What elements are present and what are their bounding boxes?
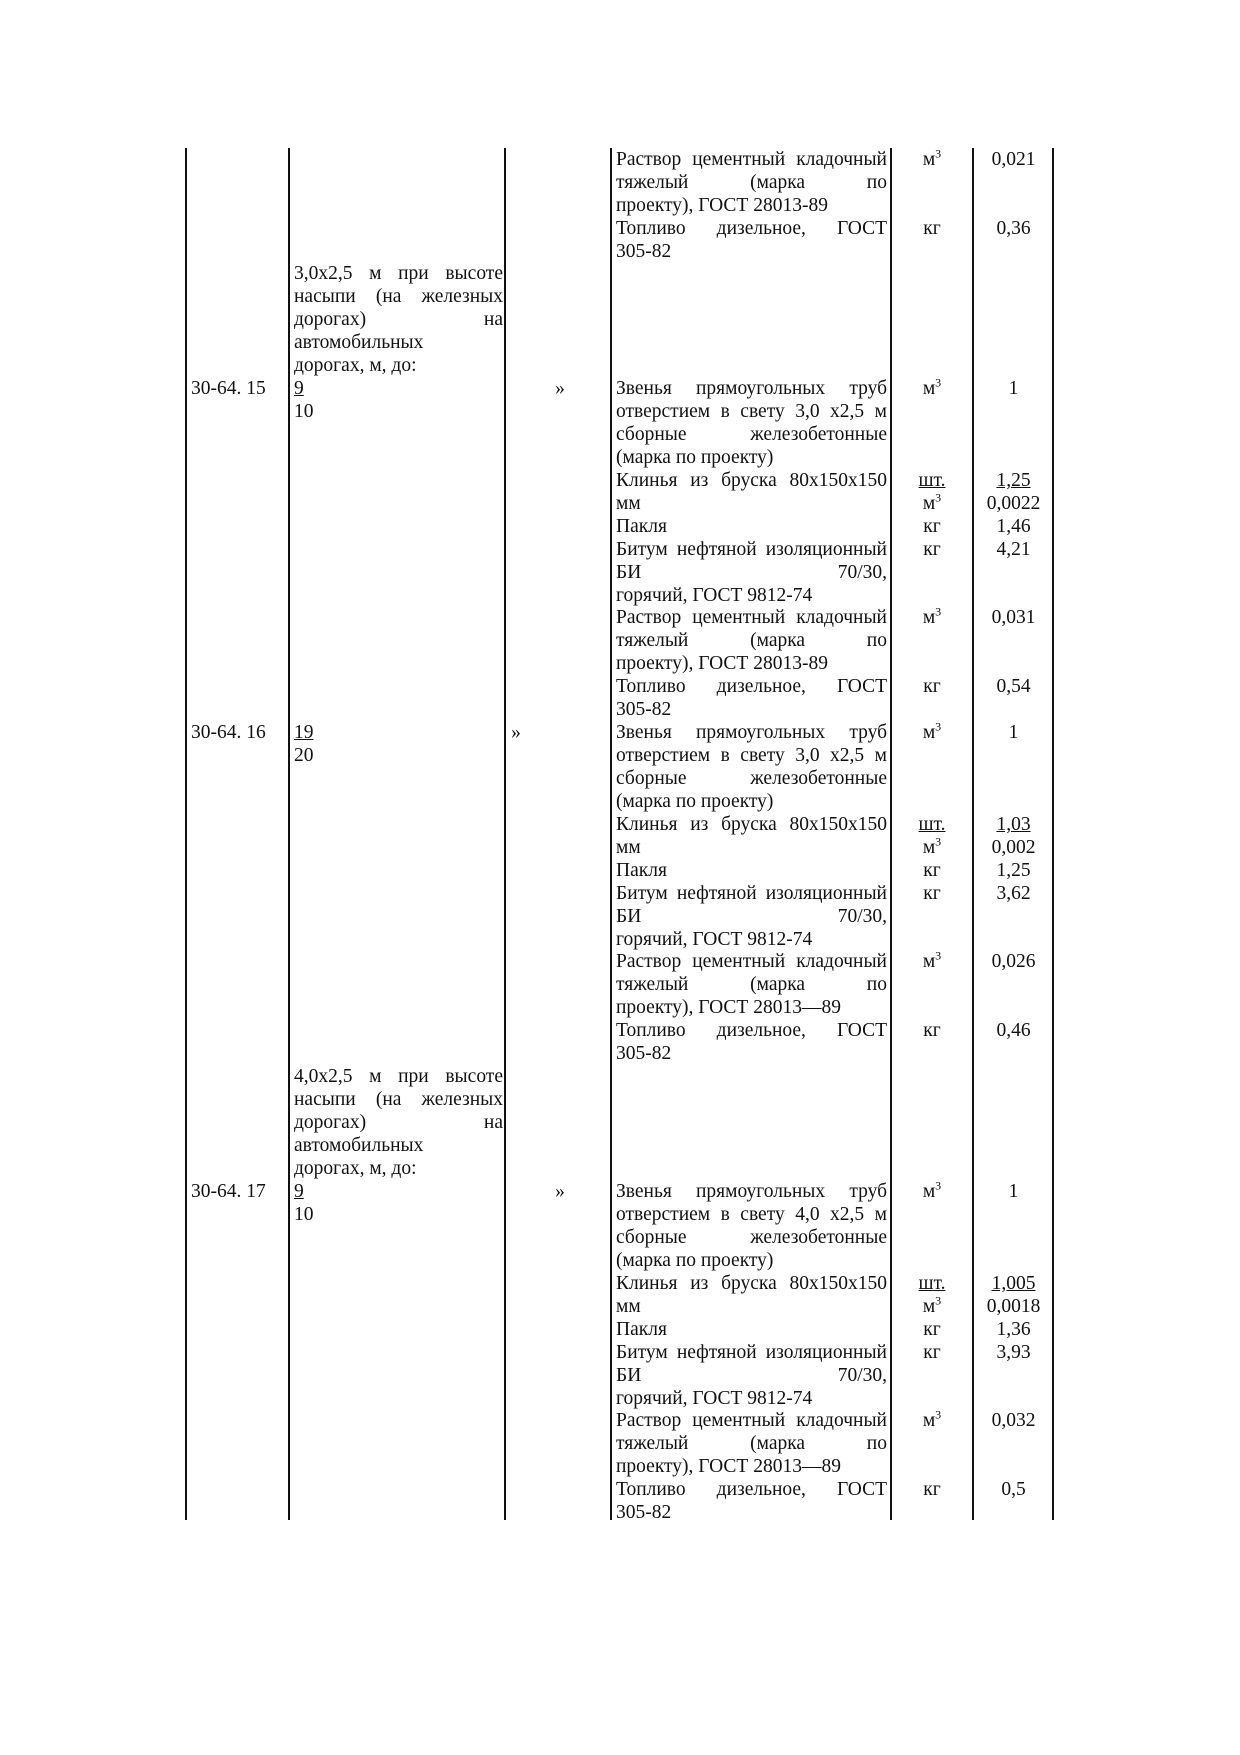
norm-height: 9 10 <box>294 1181 314 1225</box>
group-heading: 4,0x2,5 м при высоте насыпи (на железных дорогах) на автомобильных дорогах, м, до: <box>294 1066 503 1179</box>
table-rule-unit-top <box>610 148 612 878</box>
quantity: 1 <box>1008 378 1019 399</box>
material-name: Раствор цементный кладочный тяжелый (марка по проекту), ГОСТ 28013—89 <box>616 1410 887 1477</box>
table-rule-name <box>890 148 892 1520</box>
unit-cubic-meter: $м^3$ <box>922 719 942 743</box>
material-name: Пакля <box>616 516 667 537</box>
unit-kg: кг <box>923 539 941 560</box>
material-name: Звенья прямоугольных труб отверстием в свету 3,0 х2,5 м сборные железобетонные (марка по проекту) <box>616 722 887 812</box>
quantity: 0,031 <box>991 607 1036 628</box>
material-name: Пакля <box>616 1319 667 1340</box>
material-name: Топливо дизельное, ГОСТ 305-82 <box>616 676 887 720</box>
unit-kg: кг <box>923 1479 941 1500</box>
unit-cubic-meter: $м^3$ <box>922 948 942 972</box>
norm-code: 30-64. 15 <box>191 378 266 399</box>
material-name: Клинья из бруска 80x150x150 мм <box>616 1273 887 1317</box>
norm-height: 19 20 <box>294 722 314 766</box>
unit-cubic-meter: $м^3$ <box>922 1407 942 1431</box>
quantity: 1 <box>1008 722 1019 743</box>
unit-pieces-over-cubic-meter: шт. $м^3$ <box>918 814 946 858</box>
norm-height: 9 10 <box>294 378 314 422</box>
quantity: 0,46 <box>996 1020 1031 1041</box>
table-rule-left <box>185 148 187 1520</box>
unit-kg: кг <box>923 860 941 881</box>
material-name: Клинья из бруска 80x150x150 мм <box>616 814 887 858</box>
table-rule-code <box>288 148 290 1520</box>
material-name: Пакля <box>616 860 667 881</box>
quantity: 0,36 <box>996 218 1031 239</box>
material-name: Битум нефтяной изоляционный БИ 70/30, горячий, ГОСТ 9812-74 <box>616 539 887 606</box>
unit-pieces-over-cubic-meter: шт. $м^3$ <box>918 1273 946 1317</box>
unit-kg: кг <box>923 1020 941 1041</box>
unit-cubic-meter: $м^3$ <box>922 146 942 170</box>
material-name: Звенья прямоугольных труб отверстием в свету 3,0 х2,5 м сборные железобетонные (марка по проекту) <box>616 378 887 468</box>
material-name: Раствор цементный кладочный тяжелый (марка по проекту), ГОСТ 28013-89 <box>616 149 887 216</box>
material-name: Битум нефтяной изоляционный БИ 70/30, горячий, ГОСТ 9812-74 <box>616 883 887 950</box>
quantity: 1,36 <box>996 1319 1031 1340</box>
material-name: Клинья из бруска 80x150x150 мм <box>616 470 887 514</box>
norm-unit-ditto: » <box>555 1181 565 1202</box>
unit-kg: кг <box>923 516 941 537</box>
material-name: Раствор цементный кладочный тяжелый (марка по проекту), ГОСТ 28013—89 <box>616 951 887 1018</box>
quantity: 3,93 <box>996 1342 1031 1363</box>
quantity: 0,5 <box>1001 1479 1026 1500</box>
norm-code: 30-64. 16 <box>191 722 266 743</box>
quantity: 1,005 0,0018 <box>986 1273 1041 1317</box>
quantity: 0,54 <box>996 676 1031 697</box>
unit-cubic-meter: $м^3$ <box>922 375 942 399</box>
material-name: Топливо дизельное, ГОСТ 305-82 <box>616 218 887 262</box>
table-rule-spec <box>504 148 506 1520</box>
group-heading: 3,0x2,5 м при высоте насыпи (на железных дорогах) на автомобильных дорогах, м, до: <box>294 263 503 376</box>
material-name: Раствор цементный кладочный тяжелый (марка по проекту), ГОСТ 28013-89 <box>616 607 887 674</box>
quantity: 3,62 <box>996 883 1031 904</box>
table-rule-right <box>1052 148 1054 1520</box>
unit-kg: кг <box>923 218 941 239</box>
quantity: 0,032 <box>991 1410 1036 1431</box>
quantity: 1 <box>1008 1181 1019 1202</box>
quantity: 0,026 <box>991 951 1036 972</box>
material-name: Топливо дизельное, ГОСТ 305-82 <box>616 1479 887 1523</box>
unit-kg: кг <box>923 1319 941 1340</box>
quantity: 1,25 0,0022 <box>986 470 1041 514</box>
unit-cubic-meter: $м^3$ <box>922 604 942 628</box>
unit-cubic-meter: $м^3$ <box>922 1178 942 1202</box>
unit-kg: кг <box>923 676 941 697</box>
quantity: 1,03 0,002 <box>991 814 1036 858</box>
material-name: Топливо дизельное, ГОСТ 305-82 <box>616 1020 887 1064</box>
norm-unit-ditto: » <box>555 378 565 399</box>
norm-code: 30-64. 17 <box>191 1181 266 1202</box>
material-name: Звенья прямоугольных труб отверстием в свету 4,0 х2,5 м сборные железобетонные (марка по проекту) <box>616 1181 887 1271</box>
unit-kg: кг <box>923 1342 941 1363</box>
table-rule-unit-bottom <box>610 878 612 1520</box>
table-rule-measure <box>972 148 974 1520</box>
unit-kg: кг <box>923 883 941 904</box>
quantity: 4,21 <box>996 539 1031 560</box>
unit-pieces-over-cubic-meter: шт. $м^3$ <box>918 470 946 514</box>
quantity: 1,25 <box>996 860 1031 881</box>
quantity: 1,46 <box>996 516 1031 537</box>
material-name: Битум нефтяной изоляционный БИ 70/30, горячий, ГОСТ 9812-74 <box>616 1342 887 1409</box>
quantity: 0,021 <box>991 149 1036 170</box>
norm-unit-ditto: » <box>511 722 521 743</box>
